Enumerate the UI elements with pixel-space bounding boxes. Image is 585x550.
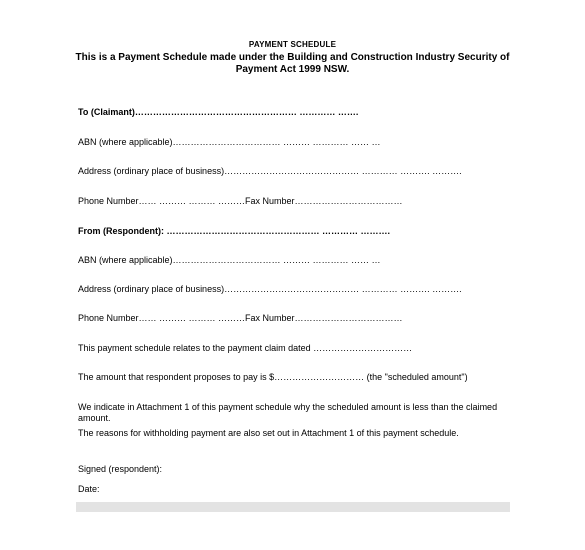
claimant-to-line: To (Claimant)……………………………………………… ………… …….: [78, 107, 359, 117]
footer-bar: [76, 502, 510, 512]
respondent-phone-fax-line: Phone Number…… ……… ……… ………Fax Number………………………………: [78, 313, 403, 323]
attachment-indicate-text: We indicate in Attachment 1 of this payment schedule why the scheduled amount is less than the claimed amount.: [78, 402, 498, 423]
claimant-phone-fax-line: Phone Number…… ……… ……… ………Fax Number………………………………: [78, 196, 403, 206]
respondent-abn-line: ABN (where applicable)……………………………… ……… ………… …… …: [78, 255, 381, 265]
scheduled-amount-line: The amount that respondent proposes to pay is $………………………… (the "scheduled amount"): [78, 372, 468, 382]
respondent-address-line: Address (ordinary place of business)……………………………………… ………… ………. ……….: [78, 284, 462, 294]
withholding-reasons-text: The reasons for withholding payment are also set out in Attachment 1 of this payment schedule.: [78, 428, 459, 438]
document-subtitle: This is a Payment Schedule made under the Building and Construction Industry Security of Payment Act 1999 NSW.: [75, 52, 510, 75]
payment-claim-date-line: This payment schedule relates to the payment claim dated ……………………………: [78, 343, 413, 353]
signed-respondent-label: Signed (respondent):: [78, 464, 163, 474]
claimant-abn-line: ABN (where applicable)……………………………… ……… ………… …… …: [78, 137, 381, 147]
respondent-from-line: From (Respondent): …………………………………………… ………… ……….: [78, 226, 390, 236]
claimant-address-line: Address (ordinary place of business)……………………………………… ………… ………. ……….: [78, 166, 462, 176]
document-title: PAYMENT SCHEDULE: [248, 40, 337, 49]
date-label: Date:: [78, 484, 100, 494]
